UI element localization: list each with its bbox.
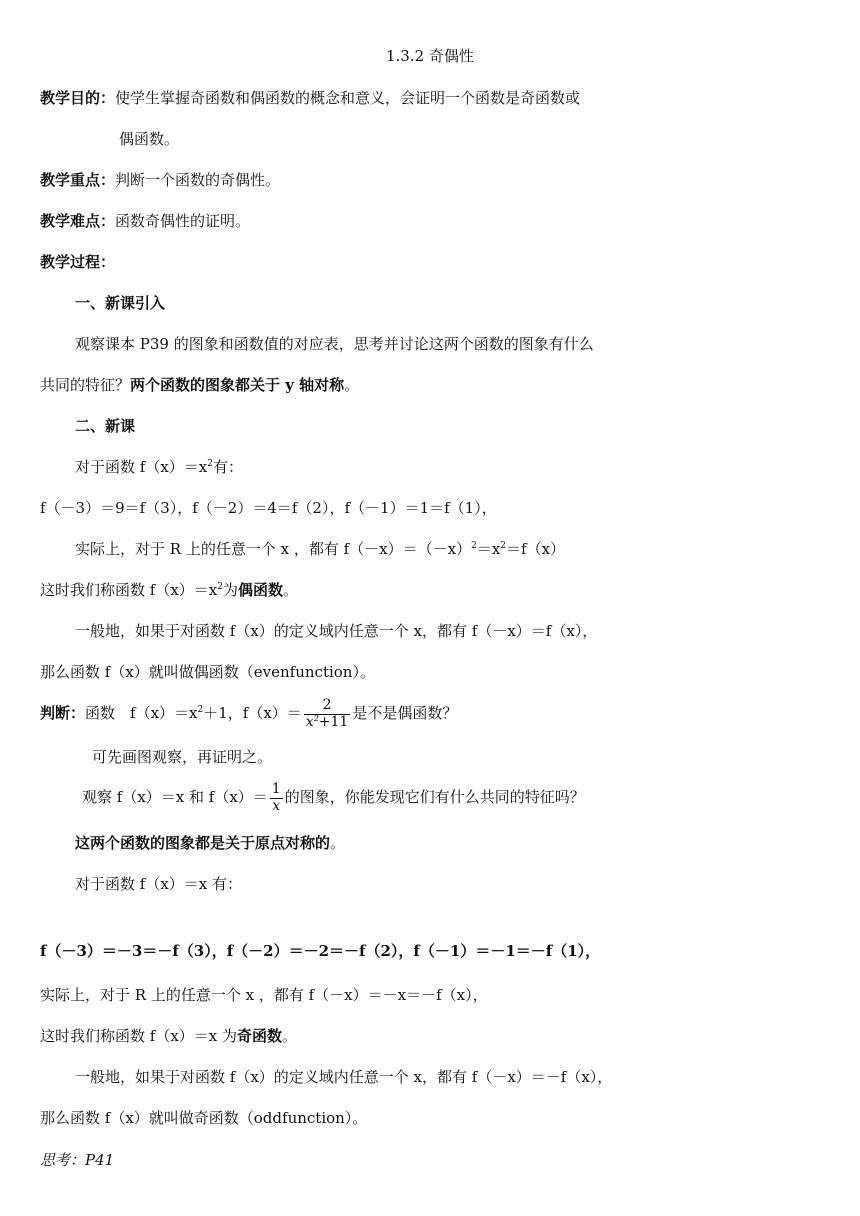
even-name-b: 为 <box>222 581 238 599</box>
observe-fraction-numerator: 1 <box>271 781 281 798</box>
superscript-2: 2 <box>197 705 204 715</box>
odd-fact: 实际上，对于 R 上的任意一个 x ，都有 f（－x）＝－x＝－f（x）， <box>40 986 488 1004</box>
observe-a: 观察 f（x）＝x 和 f（x）＝ <box>82 788 268 806</box>
even-intro-b: 有： <box>212 458 243 476</box>
odd-name-end: 。 <box>282 1027 298 1045</box>
section1-p2-end: 。 <box>344 376 360 394</box>
document-title: 1.3.2 奇偶性 <box>386 47 474 65</box>
difficulty-text: 函数奇偶性的证明。 <box>115 212 251 230</box>
objective-text: 使学生掌握奇函数和偶函数的概念和意义，会证明一个函数是奇函数或 <box>115 89 581 107</box>
odd-definition-1: 一般地，如果于对函数 f（x）的定义域内任意一个 x，都有 f（－x）＝－f（x）， <box>75 1068 613 1086</box>
even-intro <box>75 457 243 477</box>
judge-fraction <box>304 698 351 730</box>
even-fact <box>75 539 565 559</box>
section2-heading: 二、新课 <box>75 417 136 435</box>
observe-fraction <box>270 782 283 814</box>
even-name-bold: 偶函数 <box>238 581 284 599</box>
judge-line <box>40 693 457 733</box>
superscript-2: 2 <box>471 541 477 551</box>
judge-label: 判断： <box>40 704 86 722</box>
judge-b: ＋1，f（x）＝ <box>203 704 302 722</box>
section1-p2-plain: 共同的特征？ <box>40 376 131 394</box>
objective-label: 教学目的： <box>40 89 116 107</box>
even-fact-c: ＝f（x） <box>506 540 566 558</box>
even-name <box>40 580 298 600</box>
origin-symmetry-line <box>75 833 345 853</box>
think-line: 思考：P41 <box>40 1151 115 1169</box>
objective-line <box>40 88 580 108</box>
even-name-a: 这时我们称函数 f（x）＝x <box>40 581 218 599</box>
key-point-text: 判断一个函数的奇偶性。 <box>115 171 281 189</box>
odd-name <box>40 1026 297 1046</box>
key-point-line <box>40 170 280 190</box>
superscript-2: 2 <box>217 582 223 592</box>
observe-line <box>82 777 585 817</box>
even-definition-1: 一般地，如果于对函数 f（x）的定义域内任意一个 x，都有 f（－x）＝f（x）， <box>75 622 598 640</box>
key-point-label: 教学重点： <box>40 171 116 189</box>
section1-paragraph-1: 观察课本 P39 的图象和函数值的对应表，思考并讨论这两个函数的图象有什么 <box>75 335 594 353</box>
odd-definition-2: 那么函数 f（x）就叫做奇函数（oddfunction）。 <box>40 1109 368 1127</box>
hint-line: 可先画图观察，再证明之。 <box>92 748 273 766</box>
judge-den-x: x <box>305 713 314 730</box>
even-definition-2: 那么函数 f（x）就叫做偶函数（evenfunction）。 <box>40 663 375 681</box>
even-intro-a: 对于函数 f（x）＝x <box>75 458 208 476</box>
even-fact-a: 实际上，对于 R 上的任意一个 x ，都有 f（－x）＝（－x） <box>75 540 472 558</box>
odd-name-bold: 奇函数 <box>237 1027 283 1045</box>
process-label: 教学过程： <box>40 253 116 271</box>
observe-fraction-denominator: x <box>272 797 281 814</box>
superscript-2: 2 <box>207 459 213 469</box>
even-values: f（－3）＝9＝f（3），f（－2）＝4＝f（2），f（－1）＝1＝f（1）， <box>40 499 497 517</box>
judge-fraction-numerator: 2 <box>304 698 351 714</box>
section1-paragraph-2 <box>40 375 359 395</box>
judge-a: 函数 f（x）＝x <box>85 704 198 722</box>
superscript-2: 2 <box>500 541 507 551</box>
difficulty-label: 教学难点： <box>40 212 116 230</box>
origin-end: 。 <box>330 834 346 852</box>
observe-b: 的图象，你能发现它们有什么共同的特征吗？ <box>284 788 585 806</box>
judge-den-rest: +11 <box>318 713 349 730</box>
odd-values: f（－3）＝－3＝－f（3），f（－2）＝－2＝－f（2），f（－1）＝－1＝－f（1）， <box>40 942 601 960</box>
judge-c: 是不是偶函数？ <box>352 704 458 722</box>
judge-fraction-denominator <box>304 715 351 730</box>
even-name-end: 。 <box>283 581 299 599</box>
origin-bold: 这两个函数的图象都是关于原点对称的 <box>75 834 331 852</box>
section1-heading: 一、新课引入 <box>75 294 166 312</box>
section1-p2-bold: 两个函数的图象都关于 y 轴对称 <box>130 376 345 394</box>
odd-name-a: 这时我们称函数 f（x）＝x 为 <box>40 1027 238 1045</box>
objective-continuation: 偶函数。 <box>119 130 180 148</box>
odd-intro: 对于函数 f（x）＝x 有： <box>75 875 243 893</box>
even-fact-b: ＝x <box>476 540 501 558</box>
superscript-2: 2 <box>313 713 319 723</box>
difficulty-line <box>40 211 250 231</box>
